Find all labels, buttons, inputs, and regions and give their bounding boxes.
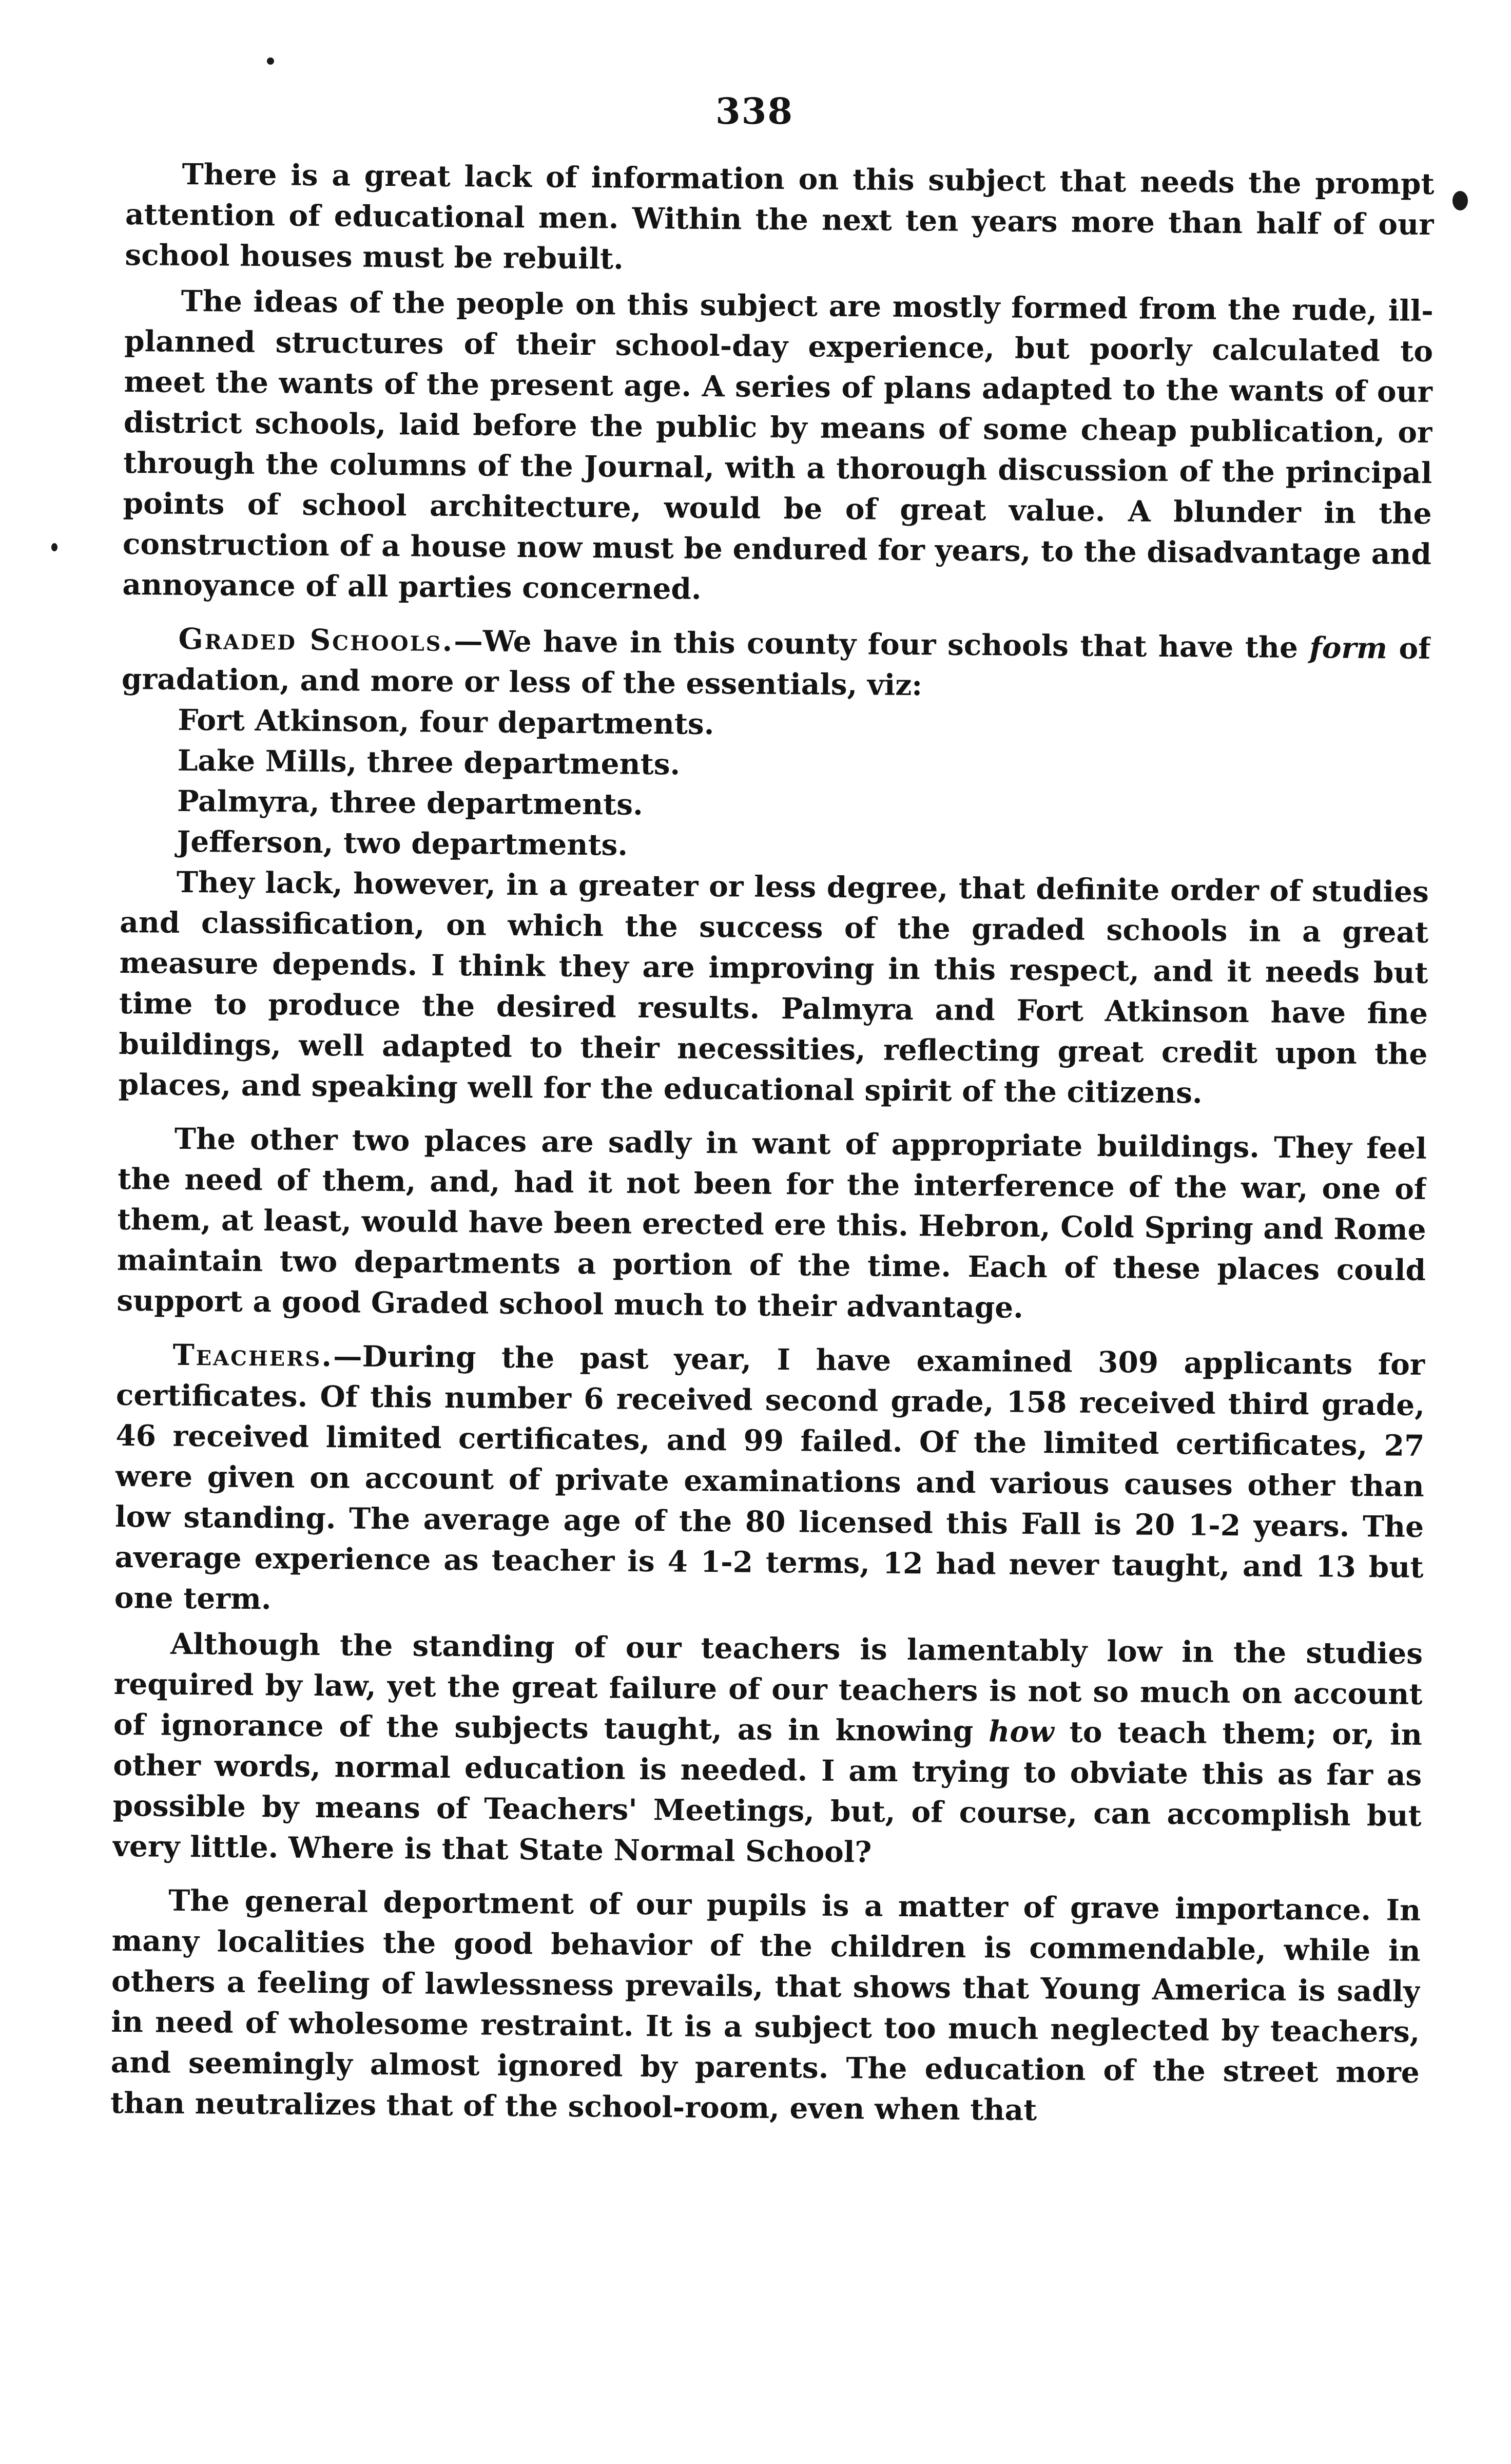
graded-schools-text-b: of gradation, and more or less of the essentials, viz: <box>121 631 1431 703</box>
paragraph-classification: They lack, however, in a greater or less degree, that definite order of studies and classification, on which the success of the graded schools in a great measure depends. I think they are improving in this respect, and it needs but time to produce the desired results. Palmyra and Fort Atkinson have fine buildings, well adapted to their necessities, reflecting great credit upon the places, and speaking well for the educational spirit of the citizens. <box>118 865 1429 1110</box>
list-item-palmyra: Palmyra, three departments. <box>177 784 644 822</box>
text-column <box>108 154 1435 2428</box>
paragraph-normal-education <box>112 1624 1423 1877</box>
ink-speck <box>1452 191 1468 210</box>
list-item-lake-mills: Lake Mills, three departments. <box>177 743 681 782</box>
paragraph-teachers <box>114 1335 1425 1629</box>
ink-speck <box>267 57 274 65</box>
normal-education-text-b: to teach them; or, in other words, normal education is needed. I am trying to obviate this as far as possible by means of Teachers' Meetings, but, of course, can accomplish but very little. Where is that State Normal School? <box>112 1715 1423 1870</box>
paragraph-school-architecture: The ideas of the people on this subject are mostly formed from the rude, ill-planned structures of their school-day experience, but poorly calculated to meet the wants of the present age. A series of plans adapted to the wants of our district schools, laid before the public by means of some cheap publication, or through the columns of the Journal, with a thorough discussion of the principal points of school architecture, would be of great value. A blunder in the construction of a house now must be endured for years, to the disadvantage and annoyance of all parties concerned. <box>122 284 1433 606</box>
normal-education-text-a: Although the standing of our teachers is lamentably low in the studies required by law, yet the great failure of our teachers is not so much on account of ignorance of the subjects taught, as in knowing <box>113 1627 1423 1749</box>
paragraph-graded-schools <box>122 619 1431 710</box>
paragraph-school-houses: There is a great lack of information on this subject that needs the prompt attention of educational men. Within the next ten years more than half of our school houses must be rebuilt. <box>125 157 1435 276</box>
list-item-jefferson: Jefferson, two departments. <box>177 824 628 862</box>
normal-education-emphasis: how <box>989 1715 1054 1749</box>
ink-speck <box>51 543 57 551</box>
teachers-text: —During the past year, I have examined 309 applicants for certificates. Of this number 6 received second grade, 158 received third grade, 46 received limited certificates, and 99 failed. Of the limited certificates, 27 were given on account of private examinations and various causes other than low standing. The average age of the 80 licensed this Fall is 20 1-2 years. The average experience as teacher is 4 1-2 terms, 12 had never taught, and 13 but one term. <box>114 1339 1425 1616</box>
list-item-fort-atkinson: Fort Atkinson, four departments. <box>178 703 714 742</box>
paragraph-buildings: The other two places are sadly in want of appropriate buildings. They feel the need of them, and, had it not been for the interference of the war, one of them, at least, would have been erected ere this. Hebron, Cold Spring and Rome maintain two departments a portion of the time. Each of these places could support a good Graded school much to their advantage. <box>117 1122 1427 1325</box>
section-heading-teachers: Teachers. <box>172 1338 334 1374</box>
page-number: 338 <box>715 90 794 132</box>
graded-schools-text-a: —We have in this county four schools that have the <box>454 624 1310 665</box>
graded-schools-emphasis: form <box>1309 631 1388 666</box>
paragraph-deportment: The general deportment of our pupils is a matter of grave importance. In many localities the good behavior of the children is commendable, while in others a feeling of lawlessness prevails, that shows that Young America is sadly in need of wholesome restraint. It is a subject too much neglected by teachers, and seemingly almost ignored by parents. The education of the street more than neutralizes that of the school-room, even when that <box>110 1883 1421 2128</box>
section-heading-graded-schools: Graded Schools. <box>178 622 454 659</box>
